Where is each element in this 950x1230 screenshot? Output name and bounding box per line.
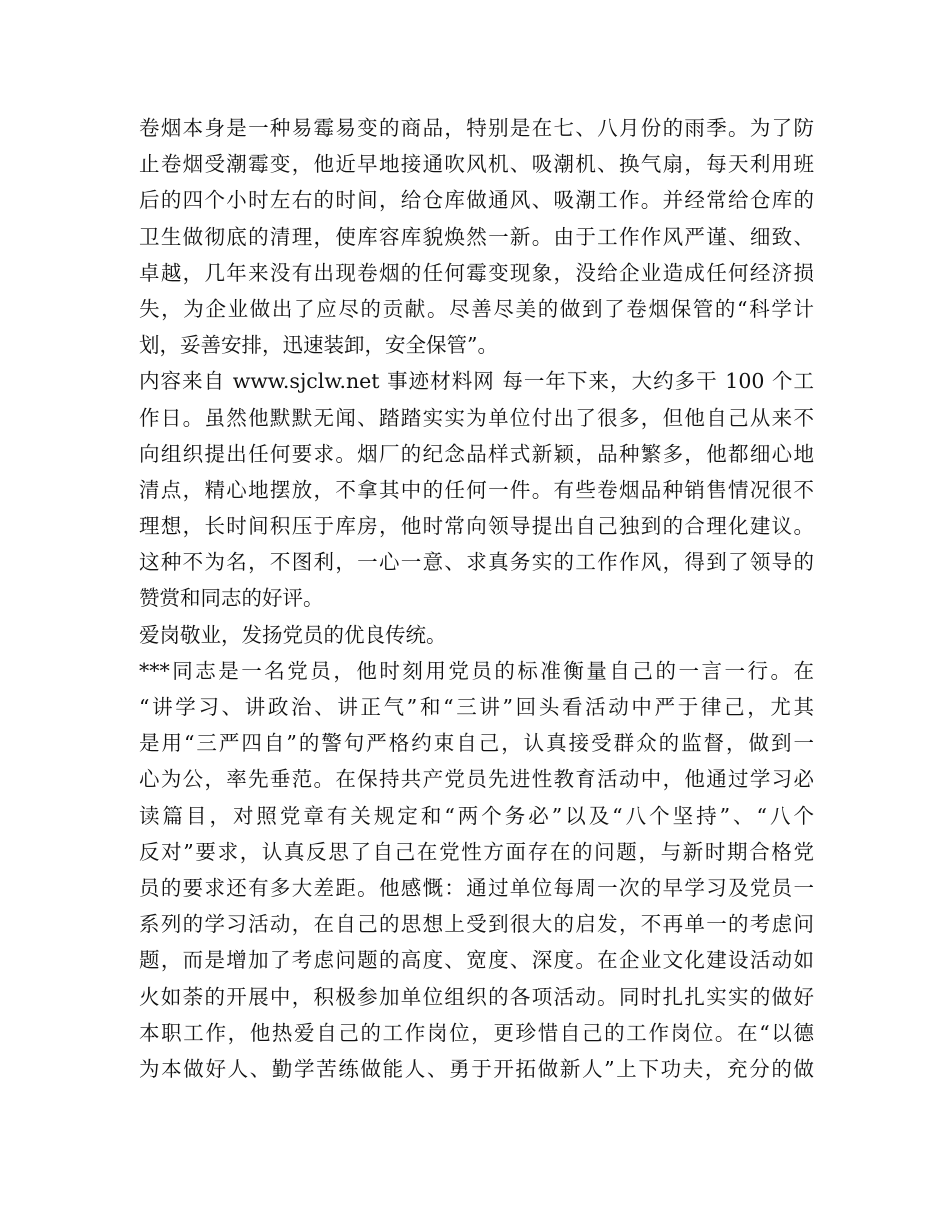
text-line: 题，而是增加了考虑问题的高度、宽度、深度。在企业文化建设活动如 (139, 948, 814, 973)
text-line: “讲学习、讲政治、讲正气”和“三讲”回头看活动中严于律己，尤其 (139, 695, 814, 719)
text-line: 赞赏和同志的好评。 (139, 586, 324, 611)
text-line: 清点，精心地摆放，不拿其中的任何一件。有些卷烟品种销售情况很不 (139, 477, 814, 502)
text-line: 这种不为名，不图利，一心一意、求真务实的工作作风，得到了领导的 (139, 550, 814, 575)
text-line: 卓越，几年来没有出现卷烟的任何霉变现象，没给企业造成任何经济损 (139, 260, 814, 285)
text-line: 反对”要求，认真反思了自己在党性方面存在的问题，与新时期合格党 (139, 839, 814, 864)
text-line: 爱岗敬业，发扬党员的优良传统。 (139, 622, 447, 647)
text-line: 员的要求还有多大差距。他感慨：通过单位每周一次的早学习及党员一 (139, 875, 814, 900)
text-line: 心为公，率先垂范。在保持共产党员先进性教育活动中，他通过学习必 (139, 767, 814, 792)
text-line: 读篇目，对照党章有关规定和“两个务必”以及“八个坚持”、“八个 (139, 803, 814, 828)
text-line: 作日。虽然他默默无闻、踏踏实实为单位付出了很多，但他自己从来不 (139, 405, 814, 430)
text-line: 卷烟本身是一种易霉易变的商品，特别是在七、八月份的雨季。为了防 (139, 116, 814, 140)
text-line: 为本做好人、勤学苦练做能人、勇于开拓做新人”上下功夫，充分的做 (139, 1056, 814, 1081)
text-line: 火如荼的开展中，积极参加单位组织的各项活动。同时扎扎实实的做好 (139, 984, 814, 1009)
text-line: 内容来自 www.sjclw.net 事迹材料网 每一年下来，大约多干 100 个工 (139, 369, 814, 394)
text-line: 止卷烟受潮霉变，他近早地接通吹风机、吸潮机、换气扇，每天利用班 (139, 152, 814, 177)
text-line: 系列的学习活动，在自己的思想上受到很大的启发，不再单一的考虑问 (139, 912, 814, 937)
text-line: 失，为企业做出了应尽的贡献。尽善尽美的做到了卷烟保管的“科学计 (139, 296, 814, 321)
text-line: 是用“三严四自”的警句严格约束自己，认真接受群众的监督，做到一 (139, 731, 814, 756)
text-line: 本职工作，他热爱自己的工作岗位，更珍惜自己的工作岗位。在“以德 (139, 1020, 814, 1045)
document-body (139, 110, 814, 1087)
text-line: ***同志是一名党员，他时刻用党员的标准衡量自己的一言一行。在 (139, 658, 814, 683)
text-line: 向组织提出任何要求。烟厂的纪念品样式新颖，品种繁多，他都细心地 (139, 441, 814, 466)
text-line: 划，妥善安排，迅速装卸，安全保管”。 (139, 333, 498, 358)
text-line: 卫生做彻底的清理，使库容库貌焕然一新。由于工作作风严谨、细致、 (139, 224, 814, 249)
text-line: 后的四个小时左右的时间，给仓库做通风、吸潮工作。并经常给仓库的 (139, 188, 814, 213)
text-line: 理想，长时间积压于库房，他时常向领导提出自己独到的合理化建议。 (139, 514, 814, 539)
